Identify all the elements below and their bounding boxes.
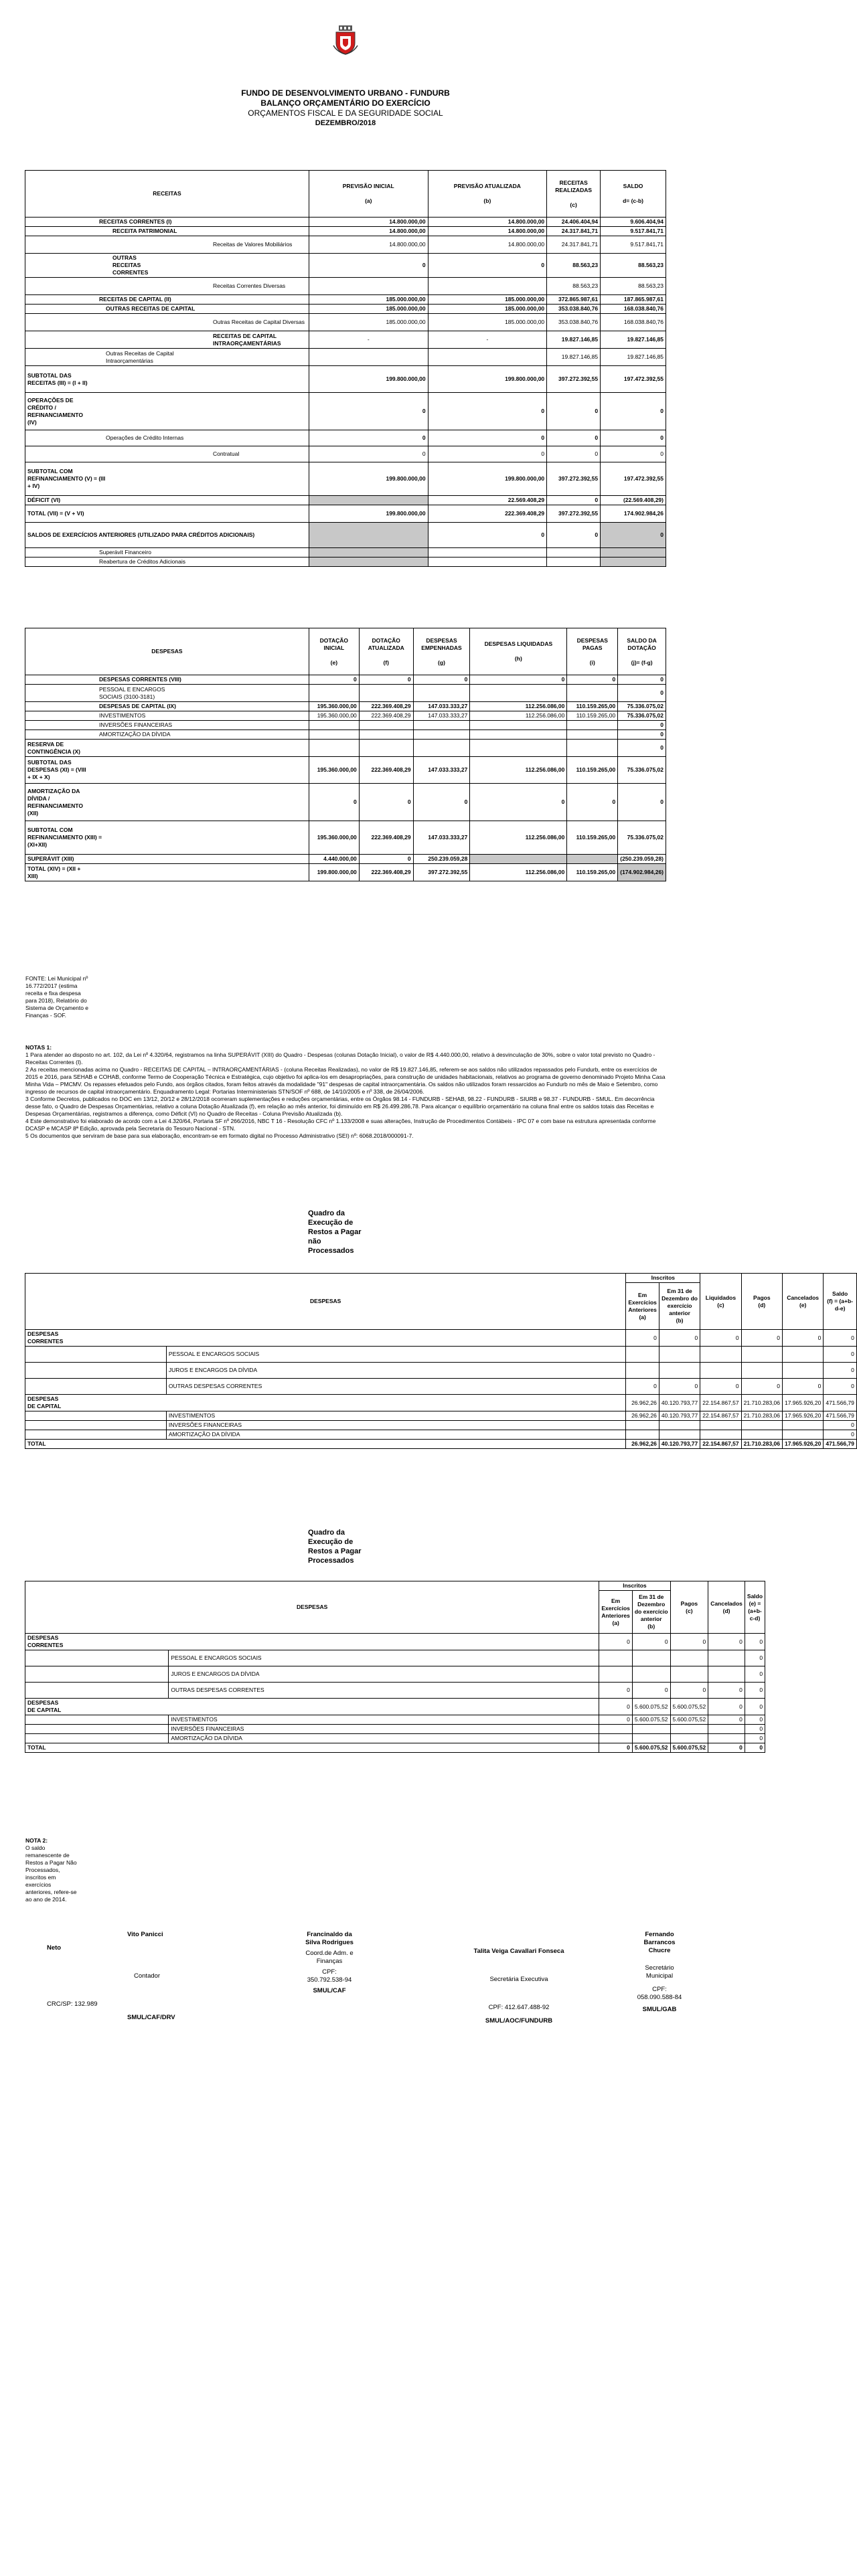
table-row: SUPERÁVIT (XIII) 4.440.000,00 0 250.239.059,28 (250.239.059,28) (25, 855, 666, 864)
table-row: Outras Receitas de Capital Intraorçamentárias 19.827.146,85 19.827.146,85 (25, 349, 666, 366)
table-row-total: TOTAL 26.962,26 40.120.793,77 22.154.867,57 21.710.283,06 17.965.926,20 471.566,79 (25, 1440, 857, 1449)
table-row: AMORTIZAÇÃO DA DÍVIDA 0 (25, 730, 666, 740)
table-row: INVERSÕES FINANCEIRAS 0 (25, 1421, 857, 1430)
table-row: INVESTIMENTOS 0 5.600.075,52 5.600.075,52 0 0 (25, 1715, 765, 1725)
table-row: RECEITAS DE CAPITAL INTRAORÇAMENTÁRIAS - - 19.827.146,85 19.827.146,85 (25, 331, 666, 349)
table-row: SUBTOTAL DAS DESPESAS (XI) = (VIII + IX + X) 195.360.000,00 222.369.408,29 147.033.333,27 112.256.086,00 110.159.265,00 75.336.075,02 (25, 757, 666, 784)
rp-processados-table: DESPESAS Inscritos Pagos (c) Cancelados (d) Saldo (e) = (a+b-c-d) Em Exercícios Anteriores (a) Em 31 de Dezembro do exercício anterior (b) DESPESAS CORRENTES 0 0 0 0 0 PESSOAL E ENCARGOS SOCIAIS 0 JUROS E ENCARGOS DA DÍVIDA 0 OUTRAS DESPESAS CORRENTES 0 0 0 0 0 DESPESAS DE CAPITAL 0 5.600.075,52 5.600.075,52 0 0 INVESTIMENTOS 0 5.600.075,52 5.600.075,52 0 0 INVERSÕES FINANCEIRAS 0 AMORTIZAÇÃO DA DÍVIDA 0 TOTAL 0 5.600.075,52 5.600.075,52 0 0 (25, 1581, 765, 1753)
city-coat-of-arms-icon (333, 25, 358, 55)
signature-contador: Vito Panicci Neto Contador CRC/SP: 132.989 SMUL/CAF/DRV (47, 1931, 175, 2021)
table-row: PESSOAL E ENCARGOS SOCIAIS (3100-3181) 0 (25, 685, 666, 702)
rp-nao-processados-title: Quadro da Execução de Restos a Pagar não Processados (308, 1209, 362, 1255)
receitas-table (25, 170, 666, 567)
signature-secretario-municipal: Fernando Barrancos Chucre Secretário Municipal CPF: 058.090.588-84 SMUL/GAB (637, 1931, 682, 2013)
table-row: Operações de Crédito Internas 0 0 0 0 (25, 430, 666, 446)
table-row: RESERVA DE CONTINGÊNCIA (X) 0 (25, 740, 666, 757)
report-title: BALANÇO ORÇAMENTÁRIO DO EXERCÍCIO (260, 98, 431, 108)
table-row: OUTRAS RECEITAS DE CAPITAL 185.000.000,00 185.000.000,00 353.038.840,76 168.038.840,76 (25, 305, 666, 314)
col-previsao-inicial: PREVISÃO INICIAL (a) (309, 171, 428, 218)
signature-coordenador: Francinaldo da Silva Rodrigues Coord.de Adm. e Finanças CPF: 350.792.538-94 SMUL/CAF (305, 1931, 354, 1994)
table-row: INVERSÕES FINANCEIRAS 0 (25, 721, 666, 730)
despesas-table: DESPESAS DOTAÇÃO INICIAL (e) DOTAÇÃO ATUALIZADA (f) DESPESAS EMPENHADAS (g) DESPESAS LIQUIDADAS (h) DESPESAS PAGAS (i) SALDO DA DOTAÇÃO (j)= (f-g) DESPESAS CORRENTES (VIII) 0 0 0 0 0 0 PESSOAL E ENCARGOS SOCIAIS (3100-3181) 0 DESPESAS DE CAPITAL (IX) 195.360.000,00 222.369.408,29 147.033.333,27 112.256.086,00 110.159.265,00 75.336.075,02 INVESTIMENTOS 195.360.000,00 222.369.408,29 147.033.333,27 112.256.086,00 110.159.265,00 75.336.075,02 INVERSÕES FINANCEIRAS 0 AMORTIZAÇÃO DA DÍVIDA 0 RESERVA DE CONTINGÊNCIA (X) 0 SUBTOTAL DAS DESPESAS (XI) = (VIII + IX + X) 195.360.000,00 222.369.408,29 147.033.333,27 112.256.086,00 110.159.265,00 75.336.075,02 AMORTIZAÇÃO DA DÍVIDA / REFINANCIAMENTO (XII) 0 0 0 0 0 0 SUBTOTAL COM REFINANCIAMENTO (XIII) = (XI+XII) 195.360.000,00 222.369.408,29 147.033.333,27 112.256.086,00 110.159.265,00 75.336.075,02 SUPERÁVIT (XIII) 4.440.000,00 0 250.239.059,28 (250.239.059,28) TOTAL (XIV) = (XII + XIII) 199.800.000,00 222.369.408,29 397.272.392,55 112.256.086,00 110.159.265,00 (174.902.984,26) (25, 628, 666, 881)
table-row: INVERSÕES FINANCEIRAS 0 (25, 1725, 765, 1734)
table-row: TOTAL (XIV) = (XII + XIII) 199.800.000,00 222.369.408,29 397.272.392,55 112.256.086,00 110.159.265,00 (174.902.984,26) (25, 864, 666, 881)
table-row: OPERAÇÕES DE CRÉDITO / REFINANCIAMENTO (IV) 0 0 0 0 (25, 393, 666, 430)
table-row: Receitas Correntes Diversas 88.563,23 88.563,23 (25, 278, 666, 295)
table-row: DESPESAS DE CAPITAL (IX) 195.360.000,00 222.369.408,29 147.033.333,27 112.256.086,00 110.159.265,00 75.336.075,02 (25, 702, 666, 711)
table-row: OUTRAS DESPESAS CORRENTES 0 0 0 0 0 0 (25, 1379, 857, 1395)
table-row: TOTAL (VII) = (V + VI) 199.800.000,00 222.369.408,29 397.272.392,55 174.902.984,26 (25, 505, 666, 523)
table-row-total: TOTAL 0 5.600.075,52 5.600.075,52 0 0 (25, 1743, 765, 1753)
table-row: AMORTIZAÇÃO DA DÍVIDA / REFINANCIAMENTO (XII) 0 0 0 0 0 0 (25, 784, 666, 821)
table-row: DESPESAS CORRENTES 0 0 0 0 0 (25, 1634, 765, 1650)
table-row: SUBTOTAL COM REFINANCIAMENTO (XIII) = (XI+XII) 195.360.000,00 222.369.408,29 147.033.333,27 112.256.086,00 110.159.265,00 75.336.075,02 (25, 821, 666, 855)
table-row: SALDOS DE EXERCÍCIOS ANTERIORES (UTILIZADO PARA CRÉDITOS ADICIONAIS) 0 0 0 (25, 523, 666, 548)
table-row: Reabertura de Créditos Adicionais (25, 557, 666, 567)
table-row: PESSOAL E ENCARGOS SOCIAIS 0 (25, 1650, 765, 1666)
notes-1: NOTAS 1: 1 Para atender ao disposto no art. 102, da Lei nº 4.320/64, registramos na linha SUPERÁVIT (XIII) do Quadro - Despesas (colunas Dotação Inicial), o valor de R$ 4.440.000,00, relativo à desvinculação de 30%, sobre o valor total previsto no Quadro - Receitas Correntes (I). 2 As receitas mencionadas acima no Quadro - RECEITAS DE CAPITAL – INTRAORÇAMENTÁRIAS - (coluna Receitas Realizadas), no valor de R$ 19.827.146,85, referem-se aos saldos não utilizados repassados pelo Fundurb, entre os exercícios de 2015 e 2016, para SEHAB e COHAB, conforme Termo de Cooperação Técnica e Estratégica, cujo objetivo foi aplica-los em desapropriações, para construção de unidades habitacionais, relativos ao programa de governo denominado Projeto Minha Casa Minha Vida – PMCMV. Os repasses efetuados pelo Fundo, aos órgãos citados, foram feitos através da modalidade "91" despesas de capital intraorçamentária. Os saldos não utilizados foram ressarcidos ao Fundurb no mês de Maio e Setembro, como ingresso de recursos de capital intraorçamentário. Enquadramento Legal: Portarias Interministeriais STN/SOF nº 688, de 14/10/2005 e nº 338, de 26/04/2006. 3 Conforme Decretos, publicados no DOC em 13/12, 20/12 e 28/12/2018 ocorreram suplementações e reduções orçamentárias, entre os Órgãos 98.14 - FUNDURB - SEHAB, 98.22 - FUNDURB - SIURB e 98.37 - FUNDURB - SMUL. Em decorrência desse fato, o Quadro de Despesas Orçamentárias, relativo a coluna Dotação Atualizada (f), em relação ao mês anterior, foi diminuído em R$ 26.499.286,78. Para alcançar o equilíbrio orçamentário na coluna final entre os saldos totais das Receitas e Despesas Orçamentárias, registramos a diferença, como Déficit (VI) no Quadro de Receitas - Coluna Previsão Atualizada (b). 4 Este demonstrativo foi elaborado de acordo com a Lei 4.320/64, Portaria SF nº 266/2016, NBC T 16 - Resolução CFC nº 1.133/2008 e suas alterações, Instrução de Procedimentos Contábeis - IPC 07 e com base na estrutura apresentada conforme DCASP e MCASP 8ª Edição, aprovada pela Secretaria do Tesouro Nacional - STN. 5 Os documentos que serviram de base para sua elaboração, encontram-se em formato digital no Processo Administrativo (SEI) nº: 6068.2018/000091-7. (25, 1044, 666, 1139)
table-row: AMORTIZAÇÃO DA DÍVIDA 0 (25, 1734, 765, 1743)
col-saldo: SALDO d= (c-b) (601, 171, 666, 218)
table-row: Receitas de Valores Mobiliários 14.800.000,00 14.800.000,00 24.317.841,71 9.517.841,71 (25, 236, 666, 254)
table-row: SUBTOTAL DAS RECEITAS (III) = (I + II) 199.800.000,00 199.800.000,00 397.272.392,55 197.472.392,55 (25, 366, 666, 393)
col-previsao-atualizada: PREVISÃO ATUALIZADA (b) (428, 171, 547, 218)
table-row: RECEITAS DE CAPITAL (II) 185.000.000,00 185.000.000,00 372.865.987,61 187.865.987,61 (25, 295, 666, 305)
col-receitas: RECEITAS (25, 171, 309, 218)
table-row: OUTRAS RECEITAS CORRENTES 0 0 88.563,23 88.563,23 (25, 254, 666, 278)
table-row: DESPESAS DE CAPITAL 26.962,26 40.120.793,77 22.154.867,57 21.710.283,06 17.965.926,20 471.566,79 (25, 1395, 857, 1411)
table-row: Outras Receitas de Capital Diversas 185.000.000,00 185.000.000,00 353.038.840,76 168.038.840,76 (25, 314, 666, 331)
rp-nao-processados-table: DESPESAS Inscritos Liquidados (c) Pagos (d) Cancelados (e) Saldo (f) = (a+b-d-e) Em Exercícios Anteriores (a) Em 31 de Dezembro do exercício anterior (b) DESPESAS CORRENTES 0 0 0 0 0 0 PESSOAL E ENCARGOS SOCIAIS 0 JUROS E ENCARGOS DA DÍVIDA 0 OUTRAS DESPESAS CORRENTES 0 0 0 0 0 0 DESPESAS DE CAPITAL 26.962,26 40.120.793,77 22.154.867,57 21.710.283,06 17.965.926,20 471.566,79 INVESTIMENTOS 26.962,26 40.120.793,77 22.154.867,57 21.710.283,06 17.965.926,20 471.566,79 INVERSÕES FINANCEIRAS 0 AMORTIZAÇÃO DA DÍVIDA 0 TOTAL 26.962,26 40.120.793,77 22.154.867,57 21.710.283,06 17.965.926,20 471.566,79 (25, 1273, 857, 1449)
nota-2: NOTA 2: O saldo remanescente de Restos a Pagar Não Processados, inscritos em exercícios anteriores, refere-se ao ano de 2014. (25, 1837, 77, 1903)
table-row: AMORTIZAÇÃO DA DÍVIDA 0 (25, 1430, 857, 1440)
table-row: JUROS E ENCARGOS DA DÍVIDA 0 (25, 1363, 857, 1379)
table-row: SUBTOTAL COM REFINANCIAMENTO (V) = (III + IV) 199.800.000,00 199.800.000,00 397.272.392,55 197.472.392,55 (25, 462, 666, 496)
fonte-note: FONTE: Lei Municipal nº 16.772/2017 (estima receita e fixa despesa para 2018), Relatório do Sistema de Orçamento e Finanças - SOF. (25, 975, 89, 1019)
table-row: INVESTIMENTOS 195.360.000,00 222.369.408,29 147.033.333,27 112.256.086,00 110.159.265,00 75.336.075,02 (25, 711, 666, 721)
table-row: DESPESAS DE CAPITAL 0 5.600.075,52 5.600.075,52 0 0 (25, 1699, 765, 1715)
rp-processados-title: Quadro da Execução de Restos a Pagar Processados (308, 1529, 362, 1565)
report-subtitle: ORÇAMENTOS FISCAL E DA SEGURIDADE SOCIAL (248, 108, 443, 118)
table-row: DESPESAS CORRENTES 0 0 0 0 0 0 (25, 1330, 857, 1347)
report-period: DEZEMBRO/2018 (315, 119, 376, 127)
table-row: Superávit Financeiro (25, 548, 666, 557)
document-header (0, 88, 691, 128)
table-row: DÉFICIT (VI) 22.569.408,29 0 (22.569.408,29) (25, 496, 666, 505)
fund-title: FUNDO DE DESENVOLVIMENTO URBANO - FUNDURB (241, 88, 450, 98)
col-receitas-realizadas: RECEITAS REALIZADAS (c) (547, 171, 601, 218)
table-row: Contratual 0 0 0 0 (25, 446, 666, 462)
table-row: JUROS E ENCARGOS DA DÍVIDA 0 (25, 1666, 765, 1683)
table-row: DESPESAS CORRENTES (VIII) 0 0 0 0 0 0 (25, 675, 666, 685)
table-row: RECEITAS CORRENTES (I) 14.800.000,00 14.800.000,00 24.406.404,94 9.606.404,94 (25, 218, 666, 227)
signature-secretaria-executiva: Talita Veiga Cavallari Fonseca Secretária Executiva CPF: 412.647.488-92 SMUL/AOC/FUNDURB (473, 1948, 564, 2025)
table-row: PESSOAL E ENCARGOS SOCIAIS 0 (25, 1347, 857, 1363)
table-row: INVESTIMENTOS 26.962,26 40.120.793,77 22.154.867,57 21.710.283,06 17.965.926,20 471.566,79 (25, 1411, 857, 1421)
col-despesas: DESPESAS (25, 628, 309, 675)
table-row: OUTRAS DESPESAS CORRENTES 0 0 0 0 0 (25, 1683, 765, 1699)
table-row: RECEITA PATRIMONIAL 14.800.000,00 14.800.000,00 24.317.841,71 9.517.841,71 (25, 227, 666, 236)
